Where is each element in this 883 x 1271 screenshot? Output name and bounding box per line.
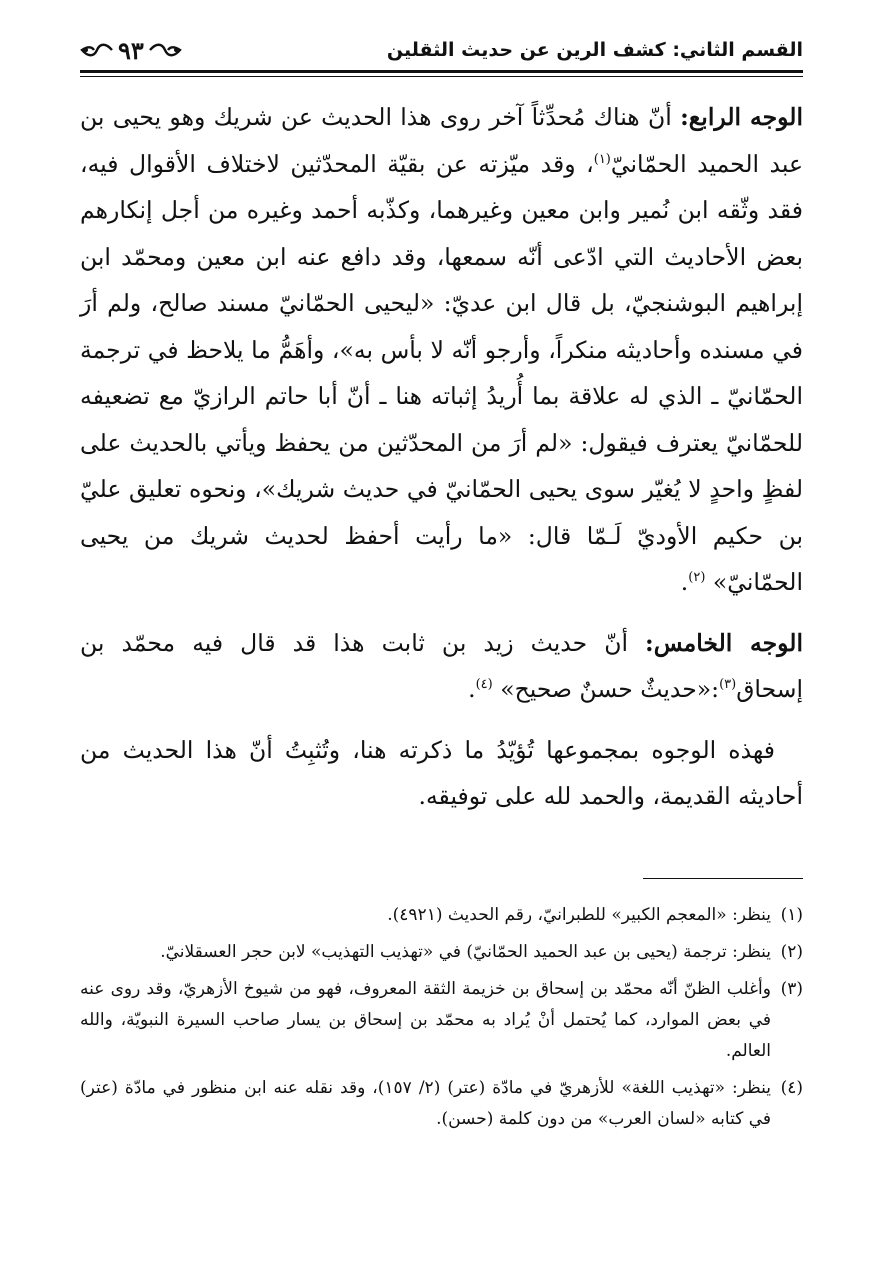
footnote-3 — [80, 974, 803, 1067]
page-header — [80, 30, 803, 73]
main-text — [80, 94, 803, 820]
paragraph-text: ، وقد ميّزته عن بقيّة المحدّثين لاختلاف الأقوال فيه، فقد وثّقه ابن نُمير وابن معين وغيرهما، وكذّبه أحمد وغيره من أجل إنكارهم بعض الأحاديث التي ادّعى أنّه سمعها، وقد دافع عنه ابن معين ومحمّد ابن إبراهيم البوشنجيّ، بل قال ابن عديّ: «ليحيى الحمّانيّ مسند صالح، ولم أرَ في مسنده وأحاديثه منكراً، وأرجو أنّه لا بأس به»، وأهَمُّ ما يلاحظ في ترجمة الحمّانيّ ـ الذي له علاقة بما أُريدُ إثباته هنا ـ أنّ أبا حاتم الرازيّ مع تضعيفه للحمّانيّ يعترف فيقول: «لم أرَ من المحدّثين من يحفظ ويأتي بالحديث على لفظٍ واحدٍ لا يُغيّر سوى يحيى الحمّانيّ في حديث شريك»، ونحوه تعليق عليّ بن حكيم الأوديّ لَـمّا قال: «ما رأيت أحفظ لحديث شريك من يحيى الحمّانيّ» — [80, 149, 803, 596]
footnote-text: وأغلب الظنّ أنّه محمّد بن إسحاق بن خزيمة الثقة المعروف، فهو من شيوخ الأزهريّ، وقد روى عنه في بعض الموارد، كما يُحتمل أنْ يُراد به محمّد بن إسحاق بن يسار صاحب السيرة النبويّة، والله العالم. — [80, 979, 771, 1061]
page-number: ٩٣ — [118, 35, 144, 65]
footnote-text: ينظر: ترجمة (يحيى بن عبد الحميد الحمّانيّ) في «تهذيب التهذيب» لابن حجر العسقلانيّ. — [160, 942, 771, 962]
running-title: القسم الثاني: كشف الرين عن حديث الثقلين — [386, 39, 803, 61]
fourth-aspect-heading: الوجه الرابع: — [680, 103, 803, 131]
footnote-ref-4[interactable]: (٤) — [475, 677, 493, 693]
footnote-1 — [80, 900, 803, 931]
footnote-ref-2[interactable]: (٢) — [688, 570, 706, 586]
footnote-2 — [80, 937, 803, 968]
paragraph-text: أنّ هناك مُحدِّثاً آخر روى هذا الحديث عن شريك وهو يحيى بن عبد الحميد الحمّانيّ — [80, 103, 803, 178]
left-ornament-icon — [80, 41, 114, 59]
paragraph-end: . — [468, 675, 476, 703]
page-number-block — [80, 36, 182, 65]
footnote-number: (٣) — [780, 979, 803, 999]
paragraph-fifth-aspect — [80, 620, 803, 713]
footnote-ref-1[interactable]: (١) — [593, 151, 611, 167]
footnote-number: (٢) — [780, 942, 803, 962]
footnote-separator — [643, 878, 803, 879]
footnote-4 — [80, 1073, 803, 1135]
footnote-number: (١) — [780, 905, 803, 925]
footnote-ref-3[interactable]: (٣) — [719, 677, 737, 693]
paragraph-text: أنّ حديث زيد بن ثابت هذا قد قال فيه محمّد بن إسحاق — [80, 628, 803, 703]
paragraph-fourth-aspect — [80, 94, 803, 606]
paragraph-end: . — [680, 568, 689, 596]
footnotes — [80, 900, 803, 1141]
footnote-number: (٤) — [780, 1078, 803, 1098]
quote-text: :«حديثٌ حسنٌ صحيح» — [500, 675, 720, 703]
footnote-text: ينظر: «المعجم الكبير» للطبرانيّ، رقم الحديث (٤٩٢١). — [387, 905, 771, 925]
right-ornament-icon — [148, 41, 182, 59]
fifth-aspect-heading: الوجه الخامس: — [645, 628, 803, 657]
footnote-text: ينظر: «تهذيب اللغة» للأزهريّ في مادّة (عتر) (٢/ ١٥٧)، وقد نقله عنه ابن منظور في مادّة (عتر) في كتابه «لسان العرب» من دون كلمة (حسن). — [80, 1078, 771, 1129]
paragraph-conclusion: فهذه الوجوه بمجموعها تُؤيّدُ ما ذكرته هنا، وتُثبِتُ أنّ هذا الحديث من أحاديثه القديمة، والحمد لله على توفيقه. — [80, 735, 803, 810]
